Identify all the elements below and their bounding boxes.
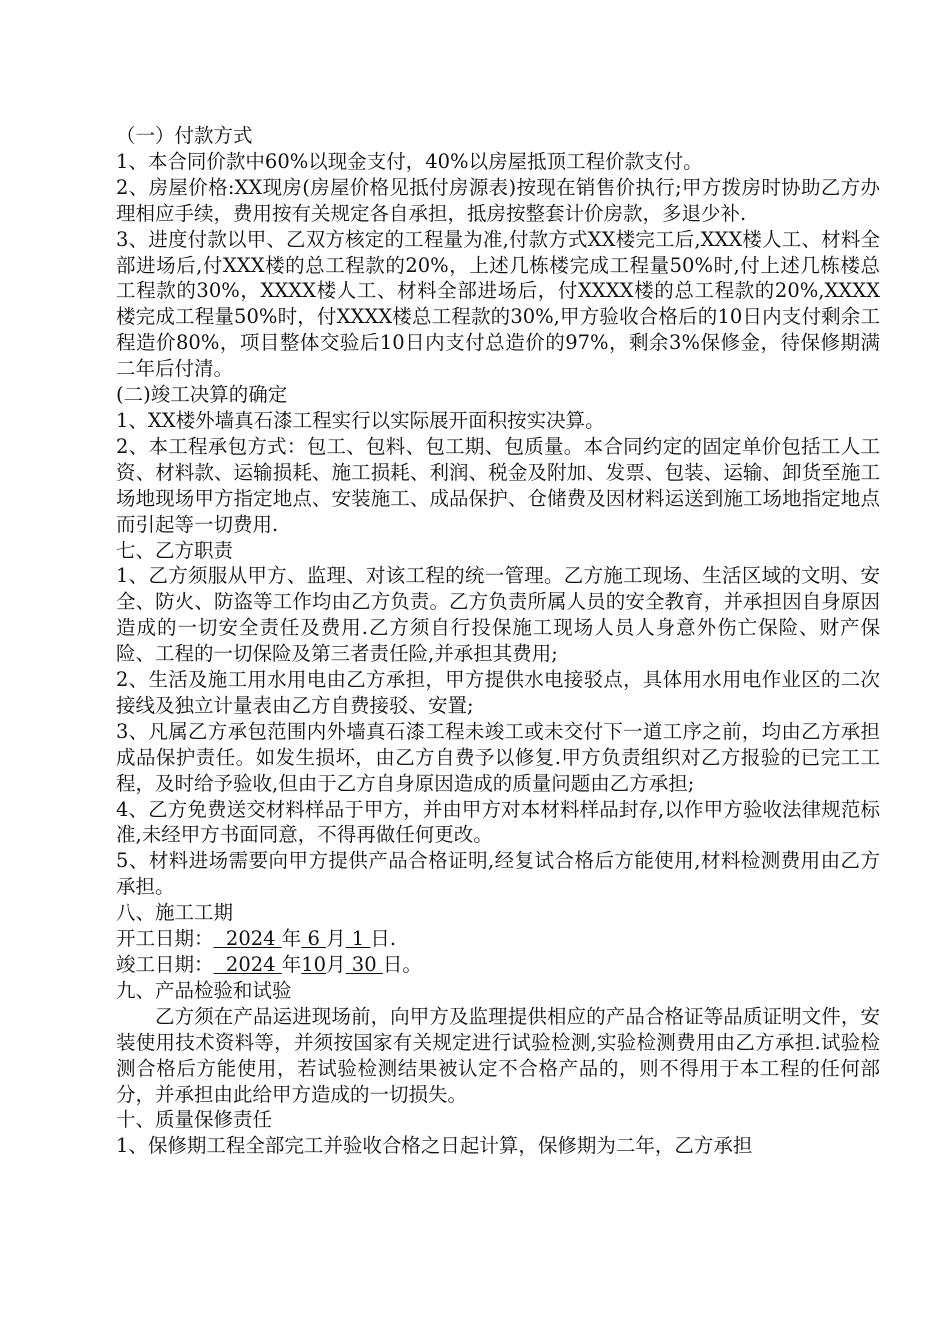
paragraph-duty-1: 1、乙方须服从甲方、监理、对该工程的统一管理。乙方施工现场、生活区域的文明、安全、防火、防盗等工作均由乙方负责。乙方负责所属人员的安全教育，并承担因自身原因造成的一切安全责任及费用.乙方须自行投保施工现场人员人身意外伤亡保险、财产保险、工程的一切保险及第三者责任险,并承担其费用;: [116, 564, 880, 666]
end-date-day-unit: 日。: [382, 953, 422, 976]
start-date-day-unit: 日.: [370, 927, 397, 951]
section-heading-payment-method: （一）付款方式: [116, 124, 253, 147]
section-heading-warranty: 十、质量保修责任: [116, 1108, 273, 1132]
section-heading-inspection: 九、产品检验和试验: [116, 978, 292, 1002]
start-date-line: [116, 926, 880, 952]
section-heading-construction-period: 八、施工工期: [116, 901, 234, 925]
paragraph-payment-1: 1、本合同价款中60%以现金支付，40%以房屋抵顶工程价款支付。: [116, 149, 703, 173]
paragraph-duty-5: 5、材料进场需要向甲方提供产品合格证明,经复试合格后方能使用,材料检测费用由乙方承担。: [116, 849, 880, 899]
paragraph-payment-2: 2、房屋价格:XX现房(房屋价格见抵付房源表)按现在销售价执行;甲方拨房时协助乙方办理相应手续，费用按有关规定各自承担，抵房按整套计价房款，多退少补.: [116, 175, 880, 225]
start-date-month-unit: 月: [326, 927, 346, 951]
paragraph-duty-4: 4、乙方免费送交材料样品于甲方，并由甲方对本材料样品封存,以作甲方验收法律规范标准,未经甲方书面同意，不得再做任何更改。: [116, 797, 880, 847]
start-date-label: 开工日期：: [116, 927, 214, 951]
start-date-year: 2024: [213, 927, 282, 951]
paragraph-settlement-1: 1、XX楼外墙真石漆工程实行以实际展开面积按实决算。: [116, 408, 605, 432]
paragraph-inspection: 乙方须在产品运进现场前，向甲方及监理提供相应的产品合格证等品质证明文件，安装使用技术资料等，并须按国家有关规定进行试验检测,实验检测费用由乙方承担.试验检测合格后方能使用，若试验检测结果被认定不合格产品的，则不得用于本工程的任何部分，并承担由此给甲方造成的一切损失。: [116, 1004, 880, 1106]
start-date-month: 6: [301, 927, 327, 951]
end-date-line: [116, 952, 880, 978]
end-date-day: 30: [345, 953, 383, 976]
start-date-day: 1: [345, 927, 371, 951]
paragraph-duty-2: 2、生活及施工用水用电由乙方承担，甲方提供水电接驳点，具体用水用电作业区的二次接线及独立计量表由乙方自费接驳、安置;: [116, 668, 880, 717]
section-heading-party-b-duties: 七、乙方职责: [116, 538, 234, 562]
end-date-label: 竣工日期：: [116, 953, 214, 976]
paragraph-warranty-1: 1、保修期工程全部完工并验收合格之日起计算，保修期为二年，乙方承担: [116, 1134, 753, 1158]
start-date-year-unit: 年: [281, 927, 302, 951]
paragraph-payment-3: 3、进度付款以甲、乙双方核定的工程量为准,付款方式XX楼完工后,XXX楼人工、材料全部进场后,付XXX楼的总工程款的20%，上述几栋楼完成工程量50%时,付上述几栋楼总工程款的30%，XXXX楼人工、材料全部进场后，付XXXX楼的总工程款的20%,XXXX楼完成工程量50%时，付XXXX楼总工程款的30%,甲方验收合格后的10日内支付剩余工程造价80%，项目整体交验后10日内支付总造价的97%，剩余3%保修金，待保修期满二年后付清。: [116, 227, 880, 381]
end-date-month-unit: 月: [326, 953, 346, 976]
end-date-month: 10: [301, 953, 327, 976]
section-heading-settlement: (二)竣工决算的确定: [116, 383, 288, 407]
end-date-year-unit: 年: [281, 953, 302, 976]
paragraph-duty-3: 3、凡属乙方承包范围内外墙真石漆工程未竣工或未交付下一道工序之前，均由乙方承担成品保护责任。如发生损坏，由乙方自费予以修复.甲方负责组织对乙方报验的已完工工程，及时给予验收,但由于乙方自身原因造成的质量问题由乙方承担;: [116, 719, 880, 795]
paragraph-settlement-2: 2、本工程承包方式：包工、包料、包工期、包质量。本合同约定的固定单价包括工人工资、材料款、运输损耗、施工损耗、利润、税金及附加、发票、包装、运输、卸货至施工场地现场甲方指定地点、安装施工、成品保护、仓储费及因材料运送到施工场地指定地点而引起等一切费用.: [116, 434, 880, 536]
document-body: [116, 123, 880, 1159]
end-date-year: 2024: [213, 953, 282, 976]
